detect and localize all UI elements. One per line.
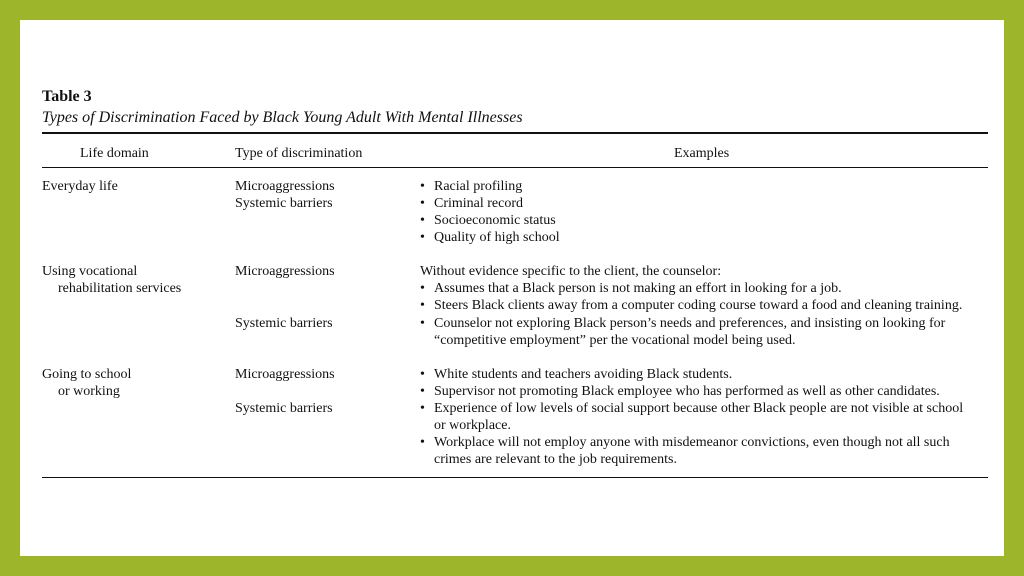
life-domain-cell: Everyday life <box>42 179 118 194</box>
example-item: • White students and teachers avoiding Black students. <box>420 367 733 382</box>
top-rule <box>42 132 988 134</box>
example-item: • Criminal record <box>420 196 524 211</box>
example-item: • Racial profiling <box>420 179 523 194</box>
example-item: • Experience of low levels of social support because other Black people are not visible at school or workplace. <box>420 401 964 433</box>
table-label: Table 3 <box>42 88 92 105</box>
discrimination-type: Systemic barriers <box>235 196 333 211</box>
example-item: • Assumes that a Black person is not making an effort in looking for a job. <box>420 281 842 296</box>
example-item: • Socioeconomic status <box>420 213 556 228</box>
page-frame <box>20 20 1004 556</box>
example-item: • Supervisor not promoting Black employee who has performed as well as other candidates. <box>420 384 940 399</box>
life-domain-cell-continued: or working <box>58 384 120 399</box>
bottom-rule <box>42 477 988 478</box>
example-item: • Steers Black clients away from a computer coding course toward a food and cleaning training. <box>420 298 963 313</box>
header-examples: Examples <box>674 146 730 161</box>
discrimination-type: Microaggressions <box>235 264 335 279</box>
example-item: • Workplace will not employ anyone with misdemeanor convictions, even though not all such crimes are relevant to the job requirements. <box>420 435 950 467</box>
discrimination-type: Systemic barriers <box>235 401 333 416</box>
discrimination-type: Systemic barriers <box>235 316 333 331</box>
discrimination-type: Microaggressions <box>235 367 335 382</box>
header-rule <box>42 167 988 168</box>
life-domain-cell: Going to school <box>42 367 132 382</box>
header-life-domain: Life domain <box>80 146 149 161</box>
life-domain-cell: Using vocational <box>42 264 138 279</box>
life-domain-cell-continued: rehabilitation services <box>58 281 182 296</box>
discrimination-type: Microaggressions <box>235 179 335 194</box>
example-item: • Quality of high school <box>420 230 560 245</box>
example-item: • Counselor not exploring Black person’s needs and preferences, and insisting on looking for “competitive employment” per the vocational model being used. <box>420 316 946 348</box>
table-title: Types of Discrimination Faced by Black Young Adult With Mental Illnesses <box>42 109 523 126</box>
example-intro: Without evidence specific to the client, the counselor: <box>420 264 722 279</box>
header-type-of-discrimination: Type of discrimination <box>235 146 363 161</box>
